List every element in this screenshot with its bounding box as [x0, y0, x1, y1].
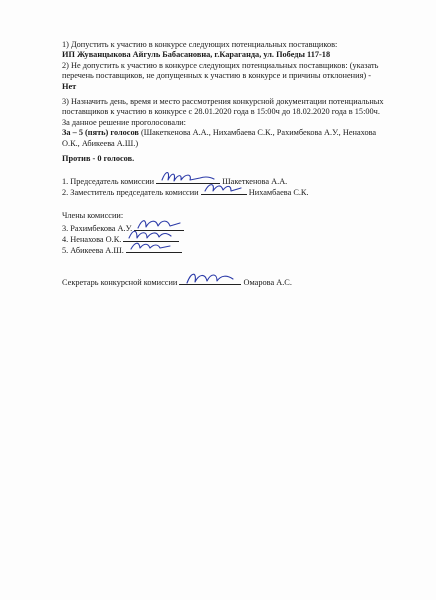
- vote-for-count: За – 5 (пять) голосов: [62, 128, 139, 137]
- deputy-row: [62, 186, 309, 198]
- member1-label: 3. Рахимбекова А.У.: [62, 224, 133, 233]
- member3-row: [62, 244, 182, 256]
- vote-heading: За данное решение проголосовали:: [62, 118, 186, 127]
- members-heading: Члены комиссии:: [62, 211, 124, 220]
- member3-signature-line: [126, 244, 182, 253]
- secretary-row: [62, 276, 292, 288]
- item3-text: 3) Назначить день, время и место рассмотрения конкурсной документации потенциальных: [62, 97, 384, 106]
- member3-signature: [126, 237, 182, 255]
- item1-text: 1) Допустить к участию в конкурсе следующих потенциальных поставщиков:: [62, 40, 338, 49]
- secretary-signature-line: [179, 276, 241, 285]
- rejected-answer: Нет: [62, 82, 77, 91]
- item2-text: 2) Не допустить к участию в конкурсе следующих потенциальных поставщиков: (указать: [62, 61, 379, 70]
- item3-text-cont: поставщиков к участию в конкурсе с 28.01.2020 года в 15:00ч до 18.02.2020 года в 15:00ч.: [62, 107, 380, 116]
- vote-for-names: (Шакеткенова А.А., Нихамбаева С.К., Рахимбекова А.У., Ненахова: [138, 128, 377, 137]
- deputy-signature-line: [201, 186, 247, 195]
- deputy-signature: [201, 179, 247, 197]
- member3-label: 5. Абикеева А.Ш.: [62, 246, 124, 255]
- secretary-signature: [179, 269, 241, 289]
- chair-label: 1. Председатель комиссии: [62, 177, 155, 186]
- chair-name: Шакеткенова А.А.: [222, 177, 288, 186]
- secretary-label: Секретарь конкурсной комиссии: [62, 278, 178, 287]
- vote-for-line: [62, 128, 406, 138]
- vote-against: Против - 0 голосов.: [62, 154, 135, 163]
- secretary-name: Омарова А.С.: [243, 278, 292, 287]
- member2-label: 4. Ненахова О.К.: [62, 235, 122, 244]
- item2-text-cont: перечень поставщиков, не допущенных к участию в конкурсе и причины отклонения) -: [62, 71, 371, 80]
- deputy-label: 2. Заместитель председатель комиссии: [62, 188, 199, 197]
- admitted-supplier: ИП Жуванцыкова Айгуль Бабасановна, г.Караганда, ул. Победы 117-18: [62, 50, 331, 59]
- vote-for-names-cont: О.К., Абикеева А.Ш.): [62, 139, 139, 148]
- deputy-name: Нихамбаева С.К.: [248, 188, 309, 197]
